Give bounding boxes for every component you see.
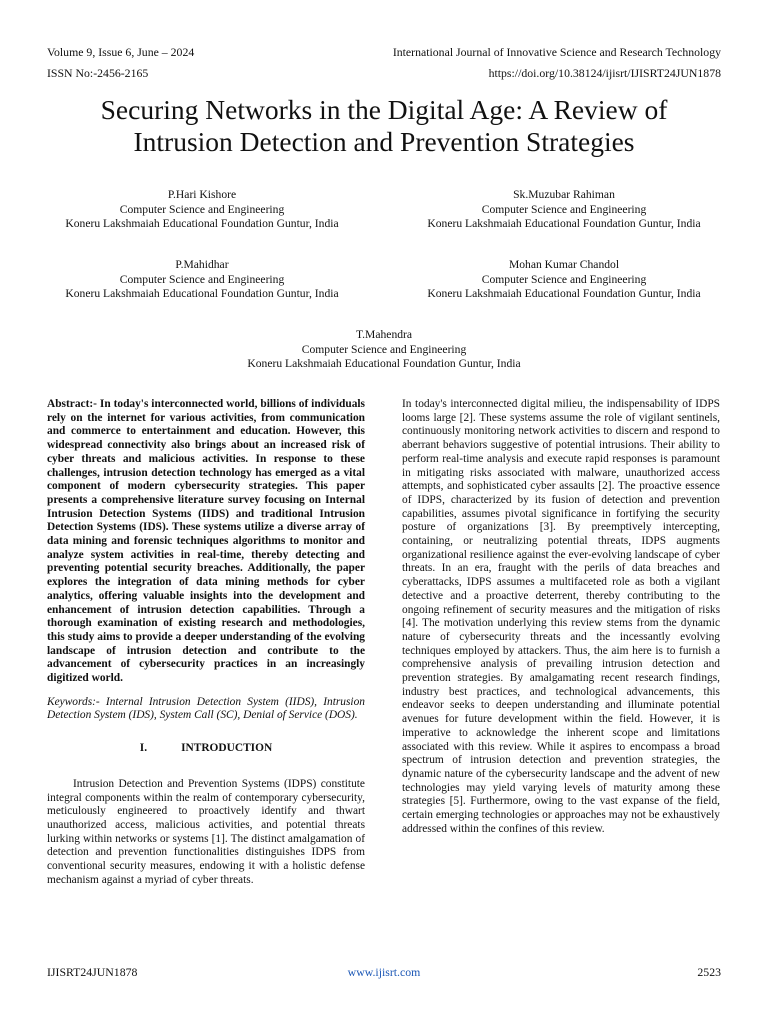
section-number: I. xyxy=(139,742,148,755)
author-block xyxy=(30,258,374,302)
author-dept: Computer Science and Engineering xyxy=(481,272,647,286)
intro-paragraph-left: Intrusion Detection and Prevention Systems (IDPS) constitute integral components within the realm of contemporary cybersecurity, meticulously engineered to proactively identify and thwart unauthorized access, malicious activities, and potential threats lurking within networks or systems [1]. The distinct amalgamation of detection and prevention functionalities distinguishes IDPS from conventional security measures, endowing it with a holistic defense mechanism against a myriad of cyber threats. xyxy=(47,777,365,886)
author-dept: Computer Science and Engineering xyxy=(119,272,285,286)
author-affiliation: Koneru Lakshmaiah Educational Foundation Guntur, India xyxy=(427,217,701,231)
right-column xyxy=(402,398,720,837)
author-affiliation: Koneru Lakshmaiah Educational Foundation Guntur, India xyxy=(247,357,521,371)
author-affiliation: Koneru Lakshmaiah Educational Foundation Guntur, India xyxy=(65,287,339,301)
author-name: P.Hari Kishore xyxy=(167,188,237,201)
issn: ISSN No:-2456-2165 xyxy=(47,66,149,80)
title-line-2: Intrusion Detection and Prevention Strategies xyxy=(133,126,635,157)
volume-info: Volume 9, Issue 6, June – 2024 xyxy=(47,45,195,59)
paper-title xyxy=(20,94,748,158)
author-block xyxy=(30,188,374,232)
author-name: P.Mahidhar xyxy=(175,258,229,271)
author-dept: Computer Science and Engineering xyxy=(119,202,285,216)
footer-paper-id: IJISRT24JUN1878 xyxy=(47,965,138,979)
author-affiliation: Koneru Lakshmaiah Educational Foundation Guntur, India xyxy=(65,217,339,231)
footer-website-link[interactable]: www.ijisrt.com xyxy=(347,965,421,979)
author-affiliation: Koneru Lakshmaiah Educational Foundation Guntur, India xyxy=(427,287,701,301)
doi-link[interactable]: https://doi.org/10.38124/ijisrt/IJISRT24JUN1878 xyxy=(488,66,721,80)
page-number: 2523 xyxy=(697,965,721,979)
section-title: INTRODUCTION xyxy=(181,742,273,755)
section-heading xyxy=(47,742,365,756)
author-dept: Computer Science and Engineering xyxy=(301,342,467,356)
author-block xyxy=(212,328,556,372)
author-name: T.Mahendra xyxy=(355,328,413,341)
title-line-1: Securing Networks in the Digital Age: A Review of xyxy=(100,94,668,125)
journal-name: International Journal of Innovative Science and Research Technology xyxy=(392,45,721,59)
abstract: Abstract:- In today's interconnected world, billions of individuals rely on the internet for various activities, from communication and commerce to entertainment and education. However, this widespread connectivity also brings about an increased risk of cyber threats and malicious activities. In response to these challenges, intrusion detection technology has emerged as a vital component of modern cybersecurity strategies. This paper presents a comprehensive literature survey focusing on Internal Intrusion Detection Systems (IIDS) and traditional Intrusion Detection Systems (IDS). These systems utilize a diverse array of data mining and forensic techniques algorithms to monitor and analyze system activities in real-time, thereby detecting and preventing potential security breaches. Additionally, the paper explores the integration of data mining methods for cyber analytics, offering valuable insights into the development and enhancement of intrusion detection capabilities. Through a thorough examination of existing research and methodologies, this study aims to provide a deeper understanding of the evolving landscape of intrusion detection and contribute to the advancement of cybersecurity practices in an increasingly digitized world. xyxy=(47,398,365,685)
keywords: Keywords:- Internal Intrusion Detection System (IIDS), Intrusion Detection System (IDS), System Call (SC), Denial of Service (DOS). xyxy=(47,695,365,722)
author-name: Mohan Kumar Chandol xyxy=(508,258,620,271)
author-name: Sk.Muzubar Rahiman xyxy=(513,188,615,201)
author-block xyxy=(392,258,736,302)
intro-paragraph-right: In today's interconnected digital milieu, the indispensability of IDPS looms large [2]. These systems assume the role of vigilant sentinels, continuously monitoring network activities to discern and respond to aberrant behaviors suggestive of potential intrusions. Their ability to perform real-time analysis and execute rapid responses is paramount in mitigating risks associated with malware, unauthorized access attempts, and sophisticated cyber assaults [2]. The proactive essence of IDPS, characterized by its fusion of detection and prevention capabilities, assumes pivotal significance in fortifying the security posture of organizations [3]. By preemptively intercepting, containing, or neutralizing potential threats, IDPS augments organizational resilience against the ever-evolving landscape of cyber threats. In an era, fraught with the perils of data breaches and cyberattacks, IDPS assumes a multifaceted role as both a vigilant detective and a proactive deterrent, thereby contributing to the ongoing refinement of security measures and the mitigation of risks [4]. The motivation underlying this review stems from the dynamic nature of cybersecurity threats and the incessantly evolving techniques employed by attackers. Thus, the aim here is to furnish a comprehensive analysis of prevailing intrusion detection and prevention strategies. By amalgamating recent research findings, industry best practices, and technological advancements, this endeavor seeks to deepen understanding and illuminate potential avenues for future development within the field. However, it is imperative to acknowledge the inherent scope and limitations associated with this review. While it aspires to encompass a broad spectrum of intrusion detection and prevention strategies, the dynamic nature of the cybersecurity landscape and the advent of new technologies may yield varying levels of maturity among these strategies [5]. Furthermore, owing to the vast expanse of the field, certain emerging technologies or approaches may not be exhaustively addressed within the confines of this review. xyxy=(402,398,720,835)
author-block xyxy=(392,188,736,232)
left-column xyxy=(47,398,365,888)
author-dept: Computer Science and Engineering xyxy=(481,202,647,216)
